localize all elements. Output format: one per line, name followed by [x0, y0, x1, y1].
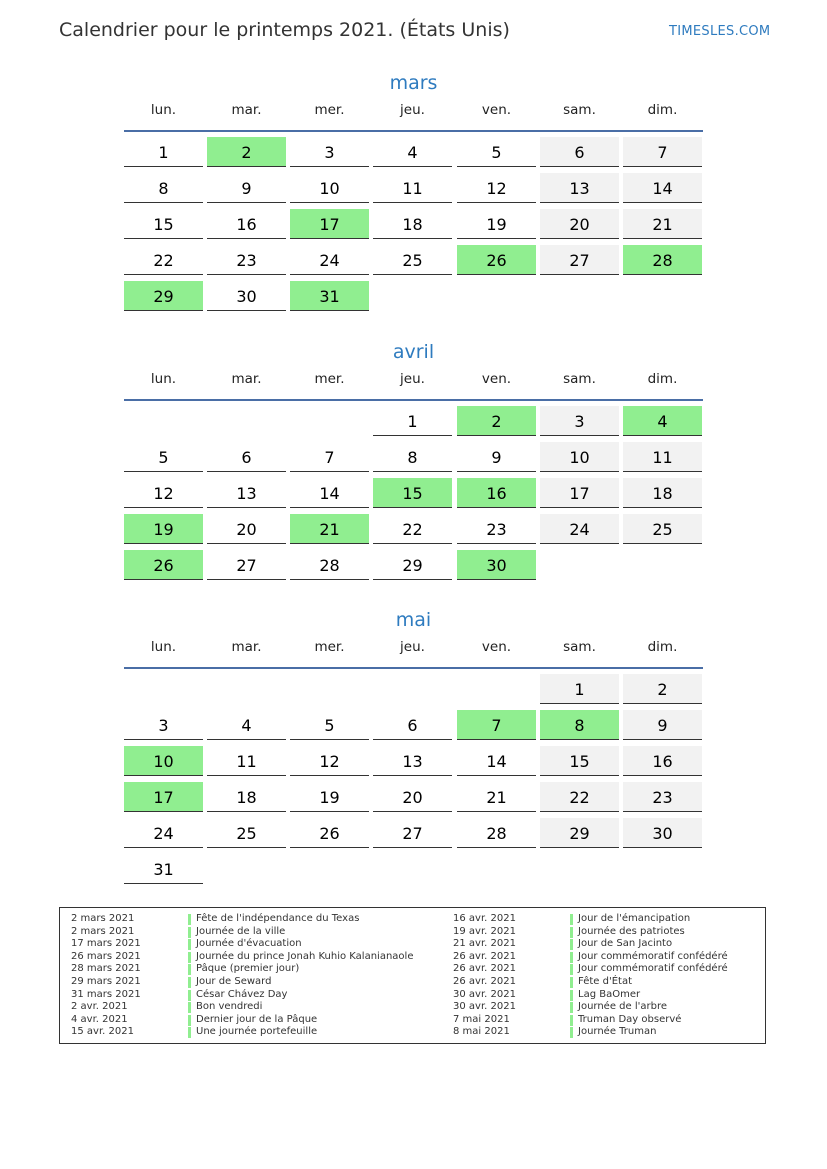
legend-holiday-name: César Chávez Day	[196, 988, 288, 1000]
day-cell[interactable]: 19	[290, 782, 369, 812]
day-cell[interactable]: 8	[124, 173, 203, 203]
day-cell[interactable]: 22	[124, 245, 203, 275]
month-title: mars	[389, 72, 438, 94]
legend-date: 7 mai 2021	[453, 1013, 510, 1025]
day-cell[interactable]: 26	[124, 550, 203, 580]
day-cell[interactable]: 23	[207, 245, 286, 275]
day-cell[interactable]: 29	[124, 281, 203, 311]
legend-holiday-name: Jour commémoratif confédéré	[578, 950, 728, 962]
day-cell[interactable]: 20	[540, 209, 619, 239]
day-cell[interactable]: 11	[373, 173, 452, 203]
day-cell[interactable]: 4	[207, 710, 286, 740]
weekday-label: sam.	[563, 102, 596, 118]
day-cell[interactable]: 12	[290, 746, 369, 776]
legend-date: 28 mars 2021	[71, 963, 141, 975]
day-cell[interactable]: 7	[290, 442, 369, 472]
legend-date: 26 avr. 2021	[453, 950, 516, 962]
day-cell[interactable]: 27	[373, 818, 452, 848]
day-cell[interactable]: 8	[373, 442, 452, 472]
weekday-label: ven.	[481, 371, 512, 387]
day-cell[interactable]: 10	[290, 173, 369, 203]
day-cell[interactable]: 13	[373, 746, 452, 776]
day-cell[interactable]: 5	[290, 710, 369, 740]
day-cell[interactable]: 22	[540, 782, 619, 812]
day-cell[interactable]: 12	[124, 478, 203, 508]
day-cell[interactable]: 6	[373, 710, 452, 740]
weekday-label: mar.	[231, 371, 262, 387]
day-cell[interactable]: 2	[207, 137, 286, 167]
weekday-label: dim.	[647, 639, 678, 655]
day-cell[interactable]: 2	[457, 406, 536, 436]
day-cell[interactable]: 15	[373, 478, 452, 508]
legend-holiday-name: Pâque (premier jour)	[196, 963, 300, 975]
day-cell[interactable]: 9	[207, 173, 286, 203]
holiday-color-marker	[188, 990, 191, 1001]
weekday-label: mer.	[314, 102, 345, 118]
legend-date: 17 mars 2021	[71, 938, 141, 950]
day-cell[interactable]: 18	[373, 209, 452, 239]
day-cell[interactable]: 26	[290, 818, 369, 848]
day-cell[interactable]: 16	[457, 478, 536, 508]
legend-date: 30 avr. 2021	[453, 988, 516, 1000]
page-title: Calendrier pour le printemps 2021. (États Unis)	[59, 19, 510, 41]
legend-date: 29 mars 2021	[71, 975, 141, 987]
day-cell[interactable]: 19	[457, 209, 536, 239]
holiday-color-marker	[188, 977, 191, 988]
header-rule	[124, 399, 703, 401]
day-cell[interactable]: 2	[623, 674, 702, 704]
weekday-label: lun.	[150, 639, 177, 655]
legend-date: 31 mars 2021	[71, 988, 141, 1000]
legend-date: 2 avr. 2021	[71, 1001, 128, 1013]
legend-holiday-name: Jour de San Jacinto	[578, 938, 673, 950]
day-cell[interactable]: 25	[373, 245, 452, 275]
day-cell[interactable]: 10	[124, 746, 203, 776]
day-cell[interactable]: 28	[290, 550, 369, 580]
day-cell[interactable]: 22	[373, 514, 452, 544]
day-cell[interactable]: 3	[290, 137, 369, 167]
day-cell[interactable]: 15	[124, 209, 203, 239]
day-cell[interactable]: 12	[457, 173, 536, 203]
day-cell[interactable]: 4	[373, 137, 452, 167]
legend-holiday-name: Truman Day observé	[578, 1013, 682, 1025]
day-cell[interactable]: 23	[623, 782, 702, 812]
day-cell[interactable]: 20	[373, 782, 452, 812]
day-cell[interactable]: 14	[290, 478, 369, 508]
weekday-header	[124, 639, 703, 667]
day-cell[interactable]: 11	[207, 746, 286, 776]
day-cell[interactable]: 10	[540, 442, 619, 472]
holiday-color-marker	[570, 952, 573, 963]
legend-holiday-name: Fête d'État	[578, 975, 632, 987]
day-cell[interactable]: 21	[457, 782, 536, 812]
day-cell[interactable]: 8	[540, 710, 619, 740]
legend-holiday-name: Jour commémoratif confédéré	[578, 963, 728, 975]
legend-holiday-name: Journée du prince Jonah Kuhio Kalanianaole	[196, 950, 414, 962]
day-cell[interactable]: 29	[540, 818, 619, 848]
month-title: avril	[392, 341, 435, 363]
day-cell[interactable]: 28	[623, 245, 702, 275]
holiday-color-marker	[570, 927, 573, 938]
legend-holiday-name: Journée de la ville	[196, 925, 286, 937]
weekday-label: dim.	[647, 102, 678, 118]
weekday-label: lun.	[150, 102, 177, 118]
holiday-color-marker	[188, 914, 191, 925]
holiday-color-marker	[570, 1002, 573, 1013]
holiday-color-marker	[188, 1002, 191, 1013]
weekday-label: lun.	[150, 371, 177, 387]
day-cell[interactable]: 13	[540, 173, 619, 203]
month-title: mai	[395, 609, 432, 631]
legend-holiday-name: Bon vendredi	[196, 1001, 263, 1013]
weekday-label: mar.	[231, 102, 262, 118]
day-cell[interactable]: 30	[207, 281, 286, 311]
legend-holiday-name: Journée Truman	[578, 1026, 657, 1038]
legend-date: 19 avr. 2021	[453, 925, 516, 937]
holiday-legend	[59, 907, 766, 1044]
weekday-label: mar.	[231, 639, 262, 655]
weekday-header	[124, 102, 703, 130]
legend-date: 15 avr. 2021	[71, 1026, 134, 1038]
legend-date: 26 mars 2021	[71, 950, 141, 962]
day-cell[interactable]: 17	[540, 478, 619, 508]
legend-holiday-name: Jour de l'émancipation	[578, 913, 691, 924]
day-cell[interactable]: 17	[290, 209, 369, 239]
holiday-color-marker	[570, 1015, 573, 1026]
holiday-color-marker	[188, 927, 191, 938]
day-cell[interactable]: 19	[124, 514, 203, 544]
weekday-label: jeu.	[400, 102, 425, 118]
day-cell[interactable]: 17	[124, 782, 203, 812]
legend-date: 21 avr. 2021	[453, 938, 516, 950]
day-cell[interactable]: 18	[623, 478, 702, 508]
site-link[interactable]: TIMESLES.COM	[669, 24, 771, 39]
weekday-label: mer.	[314, 639, 345, 655]
month-mai	[124, 607, 703, 879]
day-cell[interactable]: 24	[290, 245, 369, 275]
header-rule	[124, 667, 703, 669]
day-cell[interactable]: 7	[457, 710, 536, 740]
weekday-label: ven.	[481, 102, 512, 118]
legend-date: 26 avr. 2021	[453, 975, 516, 987]
day-cell[interactable]: 16	[623, 746, 702, 776]
legend-date: 2 mars 2021	[71, 913, 135, 924]
day-cell[interactable]: 20	[207, 514, 286, 544]
day-cell[interactable]: 30	[457, 550, 536, 580]
legend-date: 16 avr. 2021	[453, 913, 516, 924]
day-cell[interactable]: 24	[124, 818, 203, 848]
day-cell[interactable]: 6	[207, 442, 286, 472]
holiday-color-marker	[570, 1027, 573, 1038]
day-cell[interactable]: 3	[124, 710, 203, 740]
day-cell[interactable]: 13	[207, 478, 286, 508]
legend-date: 30 avr. 2021	[453, 1001, 516, 1013]
day-cell[interactable]: 23	[457, 514, 536, 544]
day-cell[interactable]: 30	[623, 818, 702, 848]
holiday-color-marker	[188, 939, 191, 950]
legend-holiday-name: Journée de l'arbre	[578, 1001, 667, 1013]
day-cell[interactable]: 15	[540, 746, 619, 776]
day-cell[interactable]: 29	[373, 550, 452, 580]
weekday-label: jeu.	[400, 371, 425, 387]
weekday-label: dim.	[647, 371, 678, 387]
day-cell[interactable]: 24	[540, 514, 619, 544]
legend-holiday-name: Lag BaOmer	[578, 988, 641, 1000]
day-cell[interactable]: 1	[540, 674, 619, 704]
month-avril	[124, 339, 703, 575]
holiday-color-marker	[570, 977, 573, 988]
day-cell[interactable]: 1	[124, 137, 203, 167]
legend-holiday-name: Jour de Seward	[196, 975, 272, 987]
day-cell[interactable]: 1	[373, 406, 452, 436]
legend-holiday-name: Fête de l'indépendance du Texas	[196, 913, 360, 924]
day-cell[interactable]: 14	[623, 173, 702, 203]
weekday-header	[124, 371, 703, 399]
holiday-color-marker	[570, 964, 573, 975]
day-cell[interactable]: 21	[290, 514, 369, 544]
day-cell[interactable]: 31	[124, 854, 203, 884]
weekday-label: mer.	[314, 371, 345, 387]
weekday-label: ven.	[481, 639, 512, 655]
month-mars	[124, 70, 703, 306]
day-cell[interactable]: 9	[623, 710, 702, 740]
day-cell[interactable]: 25	[623, 514, 702, 544]
holiday-color-marker	[570, 939, 573, 950]
day-cell[interactable]: 25	[207, 818, 286, 848]
legend-holiday-name: Dernier jour de la Pâque	[196, 1013, 318, 1025]
day-cell[interactable]: 9	[457, 442, 536, 472]
weekday-label: jeu.	[400, 639, 425, 655]
day-cell[interactable]: 26	[457, 245, 536, 275]
holiday-color-marker	[570, 914, 573, 925]
day-cell[interactable]: 18	[207, 782, 286, 812]
day-cell[interactable]: 7	[623, 137, 702, 167]
holiday-color-marker	[188, 964, 191, 975]
legend-date: 2 mars 2021	[71, 925, 135, 937]
holiday-color-marker	[188, 952, 191, 963]
legend-date: 8 mai 2021	[453, 1026, 510, 1038]
legend-holiday-name: Journée des patriotes	[578, 925, 685, 937]
day-cell[interactable]: 28	[457, 818, 536, 848]
day-cell[interactable]: 5	[124, 442, 203, 472]
day-cell[interactable]: 11	[623, 442, 702, 472]
header-rule	[124, 130, 703, 132]
day-cell[interactable]: 6	[540, 137, 619, 167]
day-cell[interactable]: 3	[540, 406, 619, 436]
legend-date: 26 avr. 2021	[453, 963, 516, 975]
weekday-label: sam.	[563, 371, 596, 387]
legend-date: 4 avr. 2021	[71, 1013, 128, 1025]
legend-holiday-name: Une journée portefeuille	[196, 1026, 318, 1038]
day-cell[interactable]: 5	[457, 137, 536, 167]
day-cell[interactable]: 27	[540, 245, 619, 275]
holiday-color-marker	[570, 990, 573, 1001]
holiday-color-marker	[188, 1027, 191, 1038]
day-cell[interactable]: 4	[623, 406, 702, 436]
weekday-label: sam.	[563, 639, 596, 655]
day-cell[interactable]: 31	[290, 281, 369, 311]
day-cell[interactable]: 14	[457, 746, 536, 776]
day-cell[interactable]: 21	[623, 209, 702, 239]
day-cell[interactable]: 27	[207, 550, 286, 580]
day-cell[interactable]: 16	[207, 209, 286, 239]
holiday-color-marker	[188, 1015, 191, 1026]
legend-holiday-name: Journée d'évacuation	[196, 938, 302, 950]
